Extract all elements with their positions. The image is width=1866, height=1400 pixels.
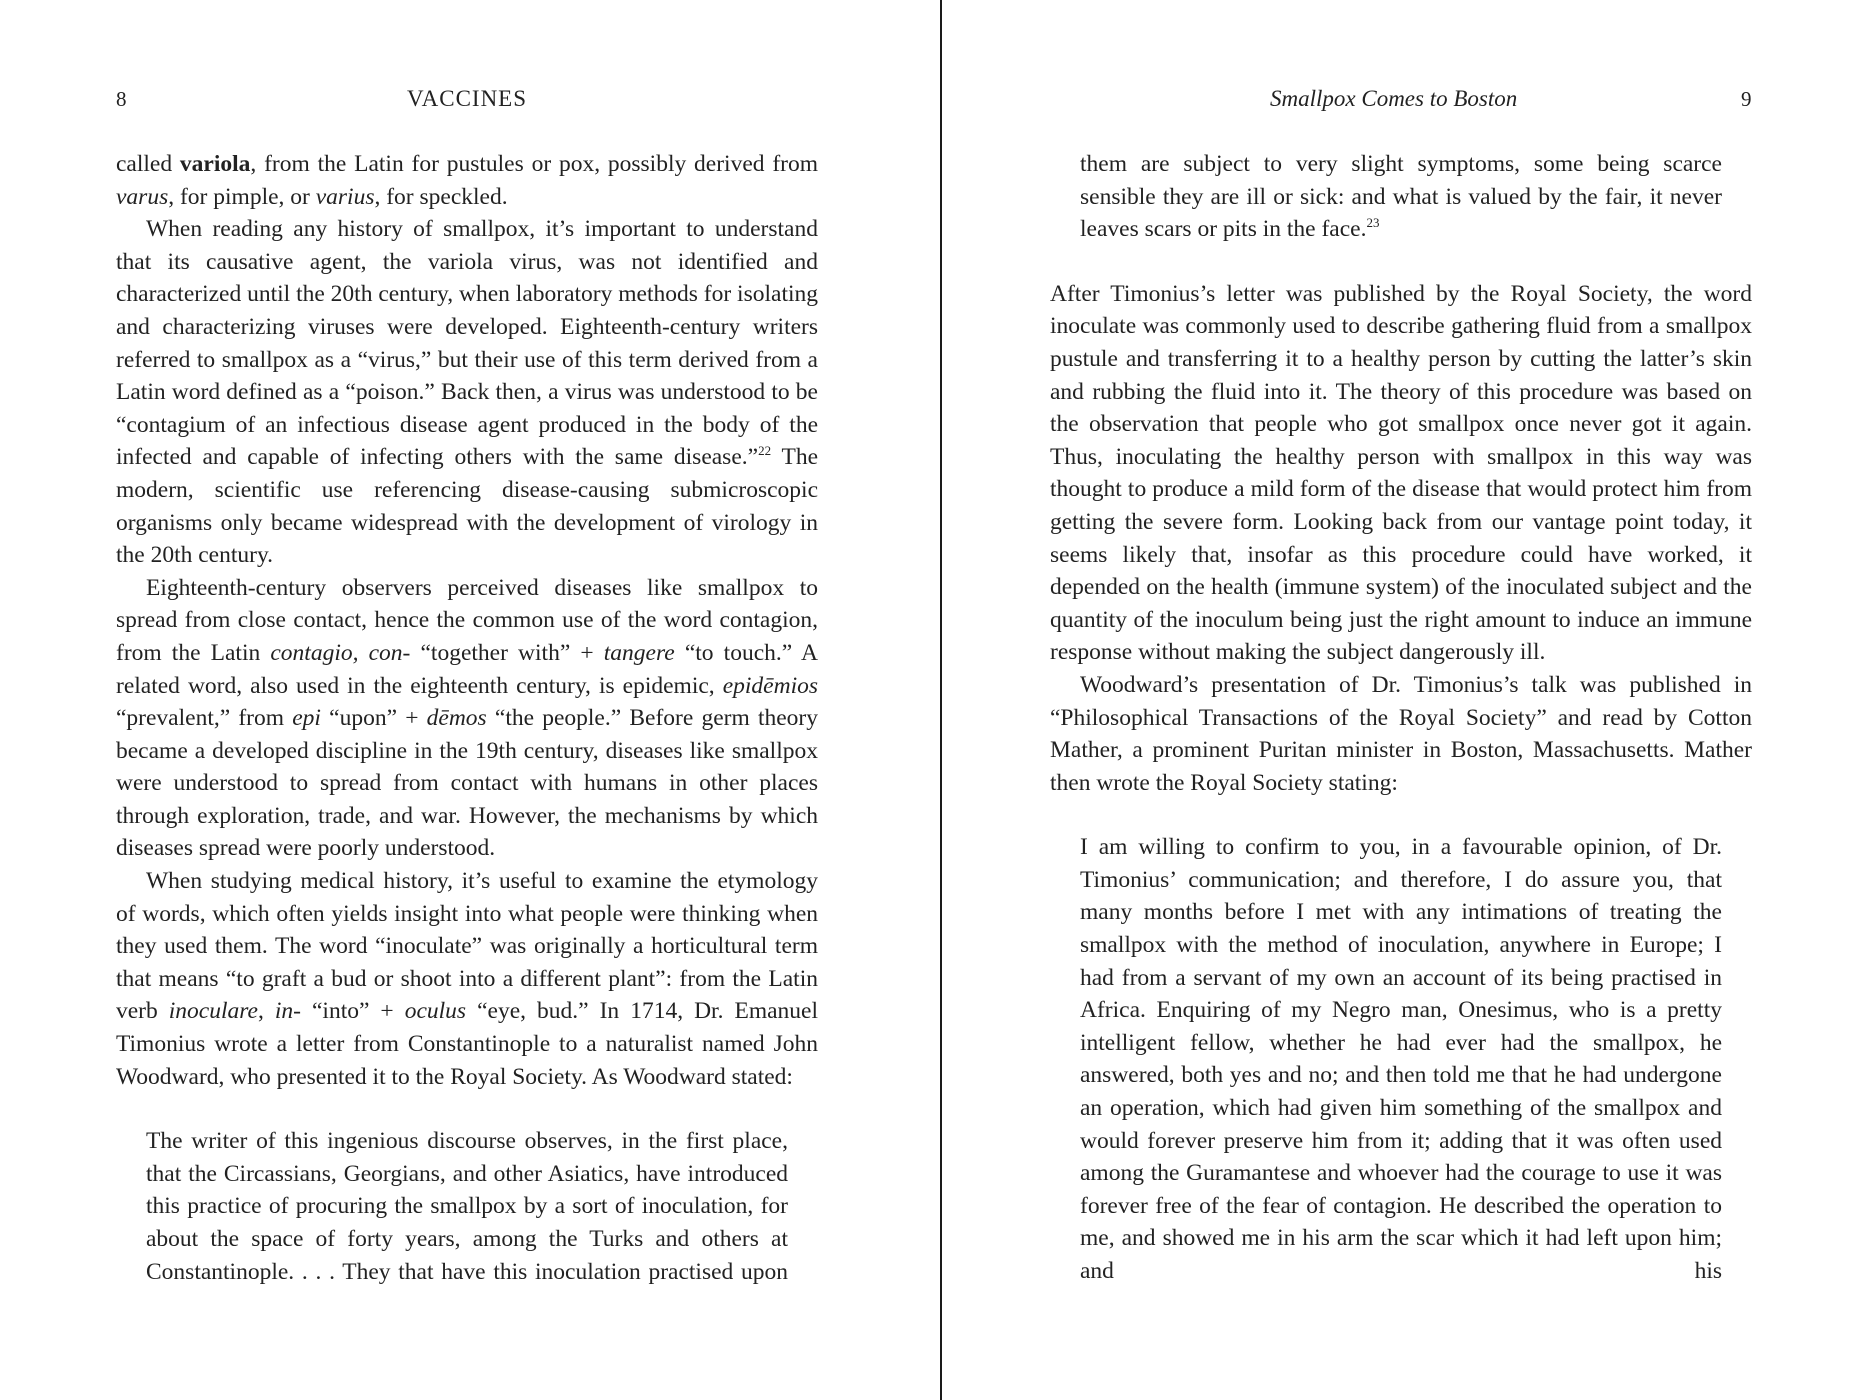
italic-term: tangere	[603, 639, 675, 666]
italic-term: inoculare	[168, 998, 258, 1025]
italic-term: dēmos	[426, 705, 487, 732]
italic-term: contagio, con-	[270, 639, 411, 666]
page-number: 9	[1741, 87, 1752, 111]
italic-term: oculus	[404, 998, 467, 1025]
block-quote: The writer of this ingenious discourse observes, in the first place, that the Circassians, Georgians, and other Asiatics, have introduced this practice of procuring the smallpox by a sort of inoculation, for about the space of forty years, among the Turks and others at Constantinople. . . . They that have this inoculation practised upon	[146, 1128, 788, 1285]
block-quote: I am willing to confirm to you, in a favourable opinion, of Dr. Timonius’ communication; and therefore, I do assure you, that many months before I met with any intimations of treating the smallpox with the method of inoculation, anywhere in Europe; I had from a servant of my own an account of its being practised in Africa. Enquiring of my Negro man, Onesimus, who is a pretty intelligent fellow, whether he had ever had the smallpox, he answered, both yes and no; and then told me that he had undergone an operation, which had given him something of the smallpox and would forever preserve him from it; adding that it was often used among the Guramantese and whoever had the courage to use it was forever free of the fear of contagion. He described the operation to me, and showed me in his arm the scar which it had left upon him; and his	[1080, 834, 1722, 1284]
gutter-rule	[940, 0, 942, 1400]
footnote-ref: 22	[758, 443, 772, 459]
left-body-text	[116, 148, 818, 1320]
right-body-text	[1050, 148, 1752, 1320]
paragraph: Woodward’s presentation of Dr. Timonius’s talk was published in “Philosophical Transactions of the Royal Society” and read by Cotton Mather, a prominent Puritan minister in Boston, Massachusetts. Mather then wrote the Royal Society stating:	[1050, 671, 1752, 796]
bold-term: variola	[179, 151, 251, 177]
block-quote-continued: them are subject to very slight symptoms, some being scarce sensible they are ill or sick: and what is valued by the fair, it never leaves scars or pits in the face.$^{23}$	[1080, 151, 1722, 243]
running-head: Smallpox Comes to Boston	[1270, 86, 1518, 111]
italic-term: in-	[274, 998, 301, 1025]
running-head: VACCINES	[406, 86, 528, 111]
paragraph: Eighteenth-century observers perceived diseases like smallpox to spread from close contact, hence the common use of the word contagion, from the Latin contagio, con- “together with” + tangere “to touch.” A related word, also used in the eighteenth century, is epidemic, epidēmios “prevalent,” from epi “upon” + dēmos “the people.” Before germ theory became a developed discipline in the 19th century, diseases like smallpox were understood to spread from contact with humans in other places through exploration, trade, and war. However, the mechanisms by which diseases spread were poorly understood.	[116, 574, 819, 862]
paragraph: called variola, from the Latin for pustules or pox, possibly derived from varus, for pimple, or varius, for speckled.	[116, 151, 819, 210]
page-number: 8	[116, 87, 127, 111]
paragraph: After Timonius’s letter was published by the Royal Society, the word inoculate was commonly used to describe gathering fluid from a smallpox pustule and transferring it to a healthy person by cutting the latter’s skin and rubbing the fluid into it. The theory of this procedure was based on the observation that people who got smallpox once never got it again. Thus, inoculating the healthy person with smallpox in this way was thought to produce a mild form of the disease that would protect him from getting the severe form. Looking back from our vantage point today, it seems likely that, insofar as this procedure could have worked, it depended on the health (immune system) of the inoculated subject and the quantity of the inoculum being just the right amount to induce an immune response without making the subject dangerously ill.	[1050, 280, 1752, 666]
paragraph: When reading any history of smallpox, it’s important to understand that its causative agent, the variola virus, was not identified and characterized until the 20th century, when laboratory methods for isolating and characterizing viruses were developed. Eighteenth-century writers referred to smallpox as a “virus,” but their use of this term derived from a Latin word defined as a “poison.” Back then, a virus was understood to be “contagium of an infectious disease agent produced in the body of the infected and capable of infecting others with the same disease.”$^{22}$ The modern, scientific use referencing disease-causing submicroscopic organisms only became widespread with the development of virology in the 20th century.	[116, 216, 818, 569]
italic-term: epi	[292, 705, 321, 732]
italic-term: varius	[315, 183, 375, 210]
italic-term: varus	[116, 183, 169, 210]
italic-term: epidēmios	[722, 672, 818, 699]
right-page	[944, 0, 1866, 1400]
paragraph: When studying medical history, it’s useful to examine the etymology of words, which often yields insight into what people were thinking when they used them. The word “inoculate” was originally a horticultural term that means “to graft a bud or shoot into a different plant”: from the Latin verb inoculare, in- “into” + oculus “eye, bud.” In 1714, Dr. Emanuel Timonius wrote a letter from Constantinople to a naturalist named John Woodward, who presented it to the Royal Society. As Woodward stated:	[116, 868, 818, 1090]
footnote-ref: 23	[1366, 215, 1380, 231]
